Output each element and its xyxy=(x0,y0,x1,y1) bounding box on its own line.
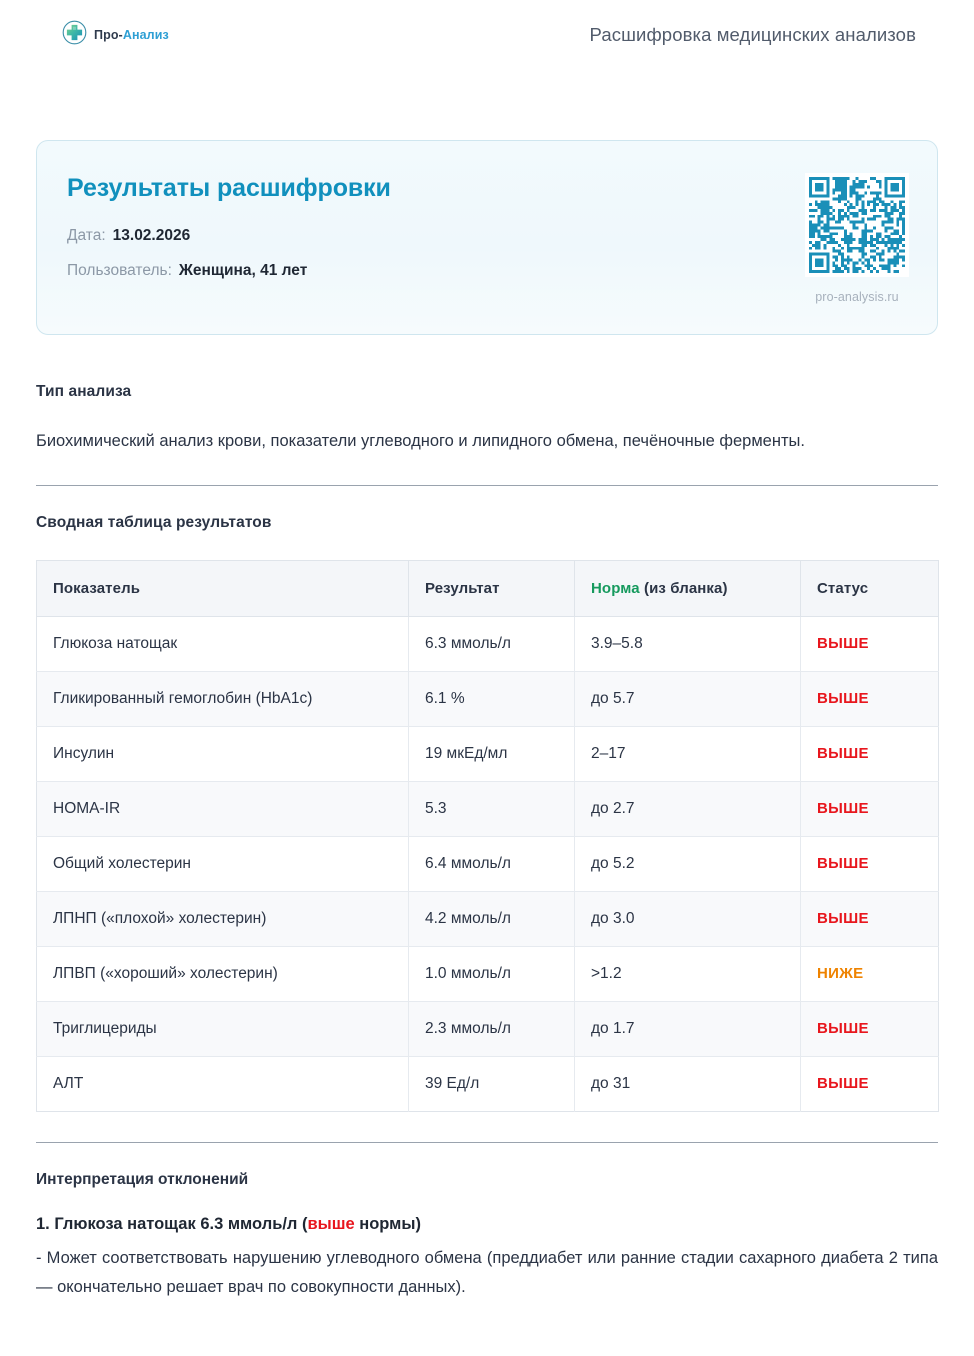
cell-norm-range: до 5.2 xyxy=(575,837,801,892)
cell-status xyxy=(801,892,939,947)
report-user-row xyxy=(67,262,391,280)
cell-indicator-name: ЛПВП («хороший» холестерин) xyxy=(37,947,409,1002)
cell-indicator-name: Глюкоза натощак xyxy=(37,617,409,672)
finding-text: - Может соответствовать нарушению углеводного обмена (преддиабет или ранние стадии сахарного диабета 2 типа — окончательно решает врач по совокупности данных). xyxy=(36,1249,938,1296)
results-table-body xyxy=(37,617,939,1112)
results-table xyxy=(36,560,939,1112)
cell-result-value: 6.1 % xyxy=(409,672,575,727)
table-row xyxy=(37,947,939,1002)
status-badge: НИЖЕ xyxy=(817,965,864,983)
status-badge: ВЫШЕ xyxy=(817,690,869,708)
status-badge: ВЫШЕ xyxy=(817,800,869,818)
cell-indicator-name: Гликированный гемоглобин (HbA1c) xyxy=(37,672,409,727)
results-table-section xyxy=(36,514,938,1112)
report-date-row xyxy=(67,227,391,245)
page-title: Расшифровка медицинских анализов xyxy=(589,24,916,45)
analysis-type-text: Биохимический анализ крови, показатели углеводного и липидного обмена, печёночные ферменты. xyxy=(36,432,805,450)
summary-card-title: Результаты расшифровки xyxy=(67,174,391,202)
cell-status xyxy=(801,782,939,837)
table-row xyxy=(37,1002,939,1057)
section-divider-top xyxy=(36,485,938,486)
cell-indicator-name: Инсулин xyxy=(37,727,409,782)
cell-result-value: 19 мкЕд/мл xyxy=(409,727,575,782)
column-header-norm-accent: Норма xyxy=(591,580,640,598)
interpretation-heading: Интерпретация отклонений xyxy=(36,1171,249,1189)
cell-norm-range: до 5.7 xyxy=(575,672,801,727)
table-row xyxy=(37,1057,939,1112)
cell-indicator-name: АЛТ xyxy=(37,1057,409,1112)
cell-norm-range: до 2.7 xyxy=(575,782,801,837)
cell-result-value: 4.2 ммоль/л xyxy=(409,892,575,947)
brand-text xyxy=(94,28,169,42)
cell-norm-range: до 1.7 xyxy=(575,1002,801,1057)
results-table-head xyxy=(37,561,939,617)
analysis-type-section xyxy=(36,383,938,455)
table-row xyxy=(37,617,939,672)
report-date-value: 13.02.2026 xyxy=(112,227,191,244)
table-header-row xyxy=(37,561,939,617)
status-badge: ВЫШЕ xyxy=(817,1020,869,1038)
cell-result-value: 39 Ед/л xyxy=(409,1057,575,1112)
cell-norm-range: 3.9–5.8 xyxy=(575,617,801,672)
report-user-value: Женщина, 41 лет xyxy=(178,262,308,279)
status-badge: ВЫШЕ xyxy=(817,910,869,928)
qr-caption: pro-analysis.ru xyxy=(815,290,899,304)
finding-flag: выше xyxy=(307,1215,355,1234)
cell-status xyxy=(801,1002,939,1057)
qr-code-icon[interactable] xyxy=(805,173,909,277)
cell-indicator-name: ЛПНП («плохой» холестерин) xyxy=(37,892,409,947)
analysis-type-heading: Тип анализа xyxy=(36,383,132,400)
column-header-norm xyxy=(575,561,801,617)
table-row xyxy=(37,837,939,892)
status-badge: ВЫШЕ xyxy=(817,635,869,653)
medical-cross-logo-icon xyxy=(62,20,87,50)
cell-indicator-name: HOMA-IR xyxy=(37,782,409,837)
cell-norm-range: до 31 xyxy=(575,1057,801,1112)
cell-result-value: 6.4 ммоль/л xyxy=(409,837,575,892)
report-date-label: Дата: xyxy=(67,227,106,244)
report-user-label: Пользователь: xyxy=(67,262,172,279)
site-header xyxy=(36,0,938,70)
column-header-status: Статус xyxy=(801,561,939,617)
cell-indicator-name: Триглицериды xyxy=(37,1002,409,1057)
cell-result-value: 5.3 xyxy=(409,782,575,837)
column-header-name: Показатель xyxy=(37,561,409,617)
summary-card-details xyxy=(67,171,391,304)
status-badge: ВЫШЕ xyxy=(817,855,869,873)
findings-list xyxy=(36,1215,938,1301)
cell-status xyxy=(801,837,939,892)
results-summary-card xyxy=(36,140,938,335)
table-row xyxy=(37,727,939,782)
cell-result-value: 1.0 ммоль/л xyxy=(409,947,575,1002)
cell-result-value: 2.3 ммоль/л xyxy=(409,1002,575,1057)
section-divider-bottom xyxy=(36,1142,938,1143)
cell-norm-range: >1.2 xyxy=(575,947,801,1002)
results-table-heading: Сводная таблица результатов xyxy=(36,514,272,532)
brand-logo[interactable] xyxy=(62,20,169,50)
qr-block xyxy=(805,171,909,304)
cell-status xyxy=(801,1057,939,1112)
interpretation-section xyxy=(36,1171,938,1301)
cell-status xyxy=(801,727,939,782)
column-header-result: Результат xyxy=(409,561,575,617)
table-row xyxy=(37,892,939,947)
finding-title: 1. Глюкоза натощак 6.3 ммоль/л (выше нормы) xyxy=(36,1215,421,1234)
cell-result-value: 6.3 ммоль/л xyxy=(409,617,575,672)
cell-status xyxy=(801,672,939,727)
cell-status xyxy=(801,947,939,1002)
table-row xyxy=(37,672,939,727)
cell-indicator-name: Общий холестерин xyxy=(37,837,409,892)
status-badge: ВЫШЕ xyxy=(817,1075,869,1093)
brand-text-analiz: Анализ xyxy=(122,28,169,42)
table-row xyxy=(37,782,939,837)
column-header-norm-rest: (из бланка) xyxy=(639,580,728,598)
status-badge: ВЫШЕ xyxy=(817,745,869,763)
finding-item xyxy=(36,1215,938,1301)
brand-text-pro: Про- xyxy=(94,28,123,42)
cell-norm-range: до 3.0 xyxy=(575,892,801,947)
cell-status xyxy=(801,617,939,672)
cell-norm-range: 2–17 xyxy=(575,727,801,782)
